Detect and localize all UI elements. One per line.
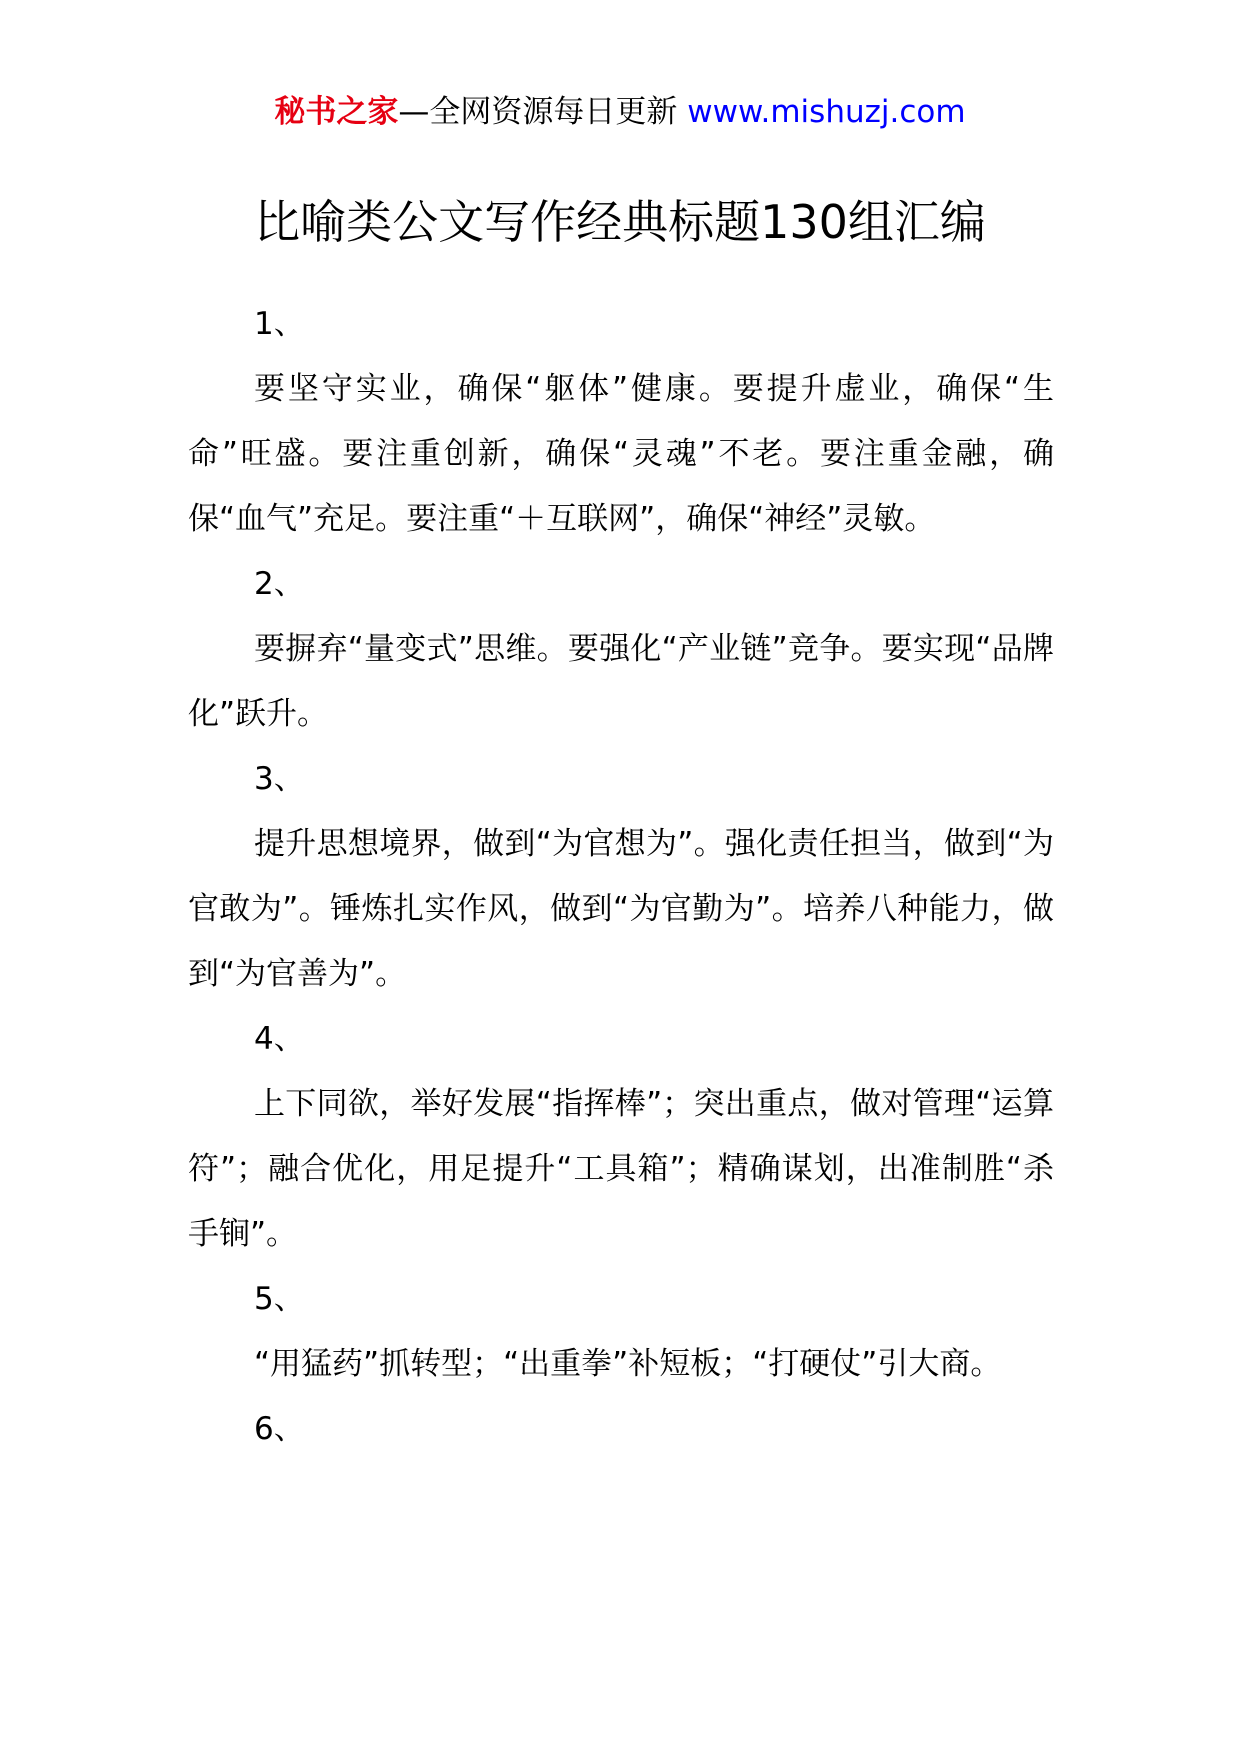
header-slogan: —全网资源每日更新	[398, 94, 688, 130]
paragraph-item-4-number: 4、	[254, 1021, 305, 1057]
paragraph-item-1-number: 1、	[254, 306, 305, 342]
paragraph-item-2-number: 2、	[254, 566, 305, 602]
header-banner	[0, 92, 1240, 132]
paragraph-item-2-text: 要摒弃“量变式”思维。要强化“产业链”竞争。要实现“品牌化”跃升。	[188, 631, 1054, 732]
site-url[interactable]: www.mishuzj.com	[687, 94, 966, 130]
paragraph-item-3-number: 3、	[254, 761, 305, 797]
document-title: 比喻类公文写作经典标题130组汇编	[254, 195, 986, 249]
paragraph-item-5-text: “用猛药”抓转型；“出重拳”补短板；“打硬仗”引大商。	[254, 1346, 1002, 1382]
paragraph-item-5-number: 5、	[254, 1281, 305, 1317]
paragraph-item-4-text: 上下同欲，举好发展“指挥棒”；突出重点，做对管理“运算符”；融合优化，用足提升“工具箱”；精确谋划，出准制胜“杀手锏”。	[188, 1086, 1054, 1252]
paragraph-item-6-number: 6、	[254, 1411, 305, 1447]
paragraph-item-1-text: 要坚守实业，确保“躯体”健康。要提升虚业，确保“生命”旺盛。要注重创新，确保“灵魂”不老。要注重金融，确保“血气”充足。要注重“＋互联网”，确保“神经”灵敏。	[188, 371, 1054, 537]
brand-name: 秘书之家	[274, 94, 399, 130]
paragraph-item-3-text: 提升思想境界，做到“为官想为”。强化责任担当，做到“为官敢为”。锤炼扎实作风，做到“为官勤为”。培养八种能力，做到“为官善为”。	[188, 826, 1054, 992]
document-body	[188, 292, 1054, 1462]
